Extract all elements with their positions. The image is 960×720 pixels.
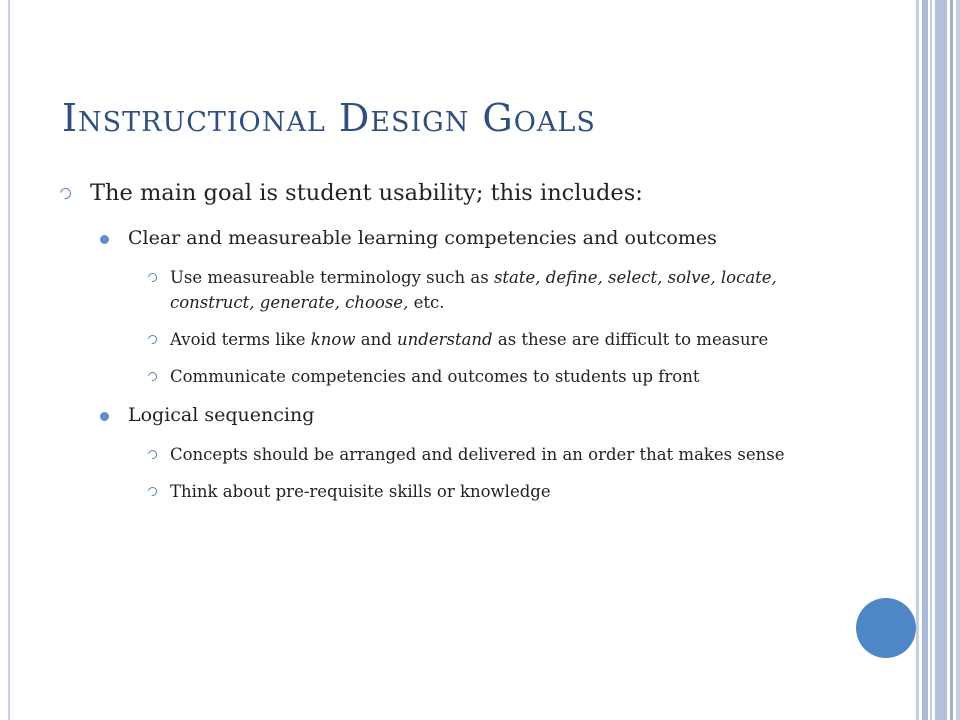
bullet-text: Use measureable terminology such as	[170, 268, 494, 287]
filled-dot-bullet-icon	[100, 235, 109, 244]
bullet-text: etc.	[408, 293, 445, 312]
slide-title: Instructional Design Goals	[62, 96, 596, 140]
filled-dot-bullet-icon	[100, 412, 109, 421]
bullet-text: and	[355, 330, 398, 349]
bullet-sub1	[98, 224, 830, 253]
slide-content	[60, 178, 830, 516]
bullet-sub2	[98, 401, 830, 430]
bullet-main-text: The main goal is student usability; this includes:	[90, 180, 643, 206]
open-arc-bullet-icon	[146, 271, 159, 284]
decorative-circle	[856, 598, 916, 658]
bullet-text: Avoid terms like	[170, 330, 311, 349]
bullet-sub2-item-1	[148, 442, 830, 467]
open-arc-bullet-icon	[146, 485, 159, 498]
bullet-text: as these are difficult to measure	[492, 330, 769, 349]
bullet-sub1-item-3	[148, 364, 830, 389]
open-arc-bullet-icon	[146, 333, 159, 346]
bullet-emphasis: understand	[397, 330, 493, 349]
right-frame-stripes	[916, 0, 960, 720]
bullet-sub1-item-1	[148, 265, 830, 315]
bullet-text: Concepts should be arranged and delivered in an order that makes sense	[170, 445, 785, 464]
bullet-sub1-text: Clear and measureable learning competencies and outcomes	[128, 227, 717, 249]
open-arc-bullet-icon	[146, 370, 159, 383]
bullet-sub2-item-2	[148, 479, 830, 504]
bullet-text: Communicate competencies and outcomes to students up front	[170, 367, 700, 386]
bullet-sub1-item-2	[148, 327, 830, 352]
open-arc-bullet-icon	[146, 448, 159, 461]
open-arc-bullet-icon	[58, 186, 73, 201]
bullet-emphasis: state, define, select, solve, locate, construct, generate, choose,	[170, 268, 777, 312]
bullet-main	[60, 178, 830, 208]
bullet-sub2-text: Logical sequencing	[128, 404, 315, 426]
bullet-emphasis: know	[310, 330, 356, 349]
left-frame-line	[8, 0, 10, 720]
bullet-text: Think about pre-requisite skills or knowledge	[170, 482, 551, 501]
